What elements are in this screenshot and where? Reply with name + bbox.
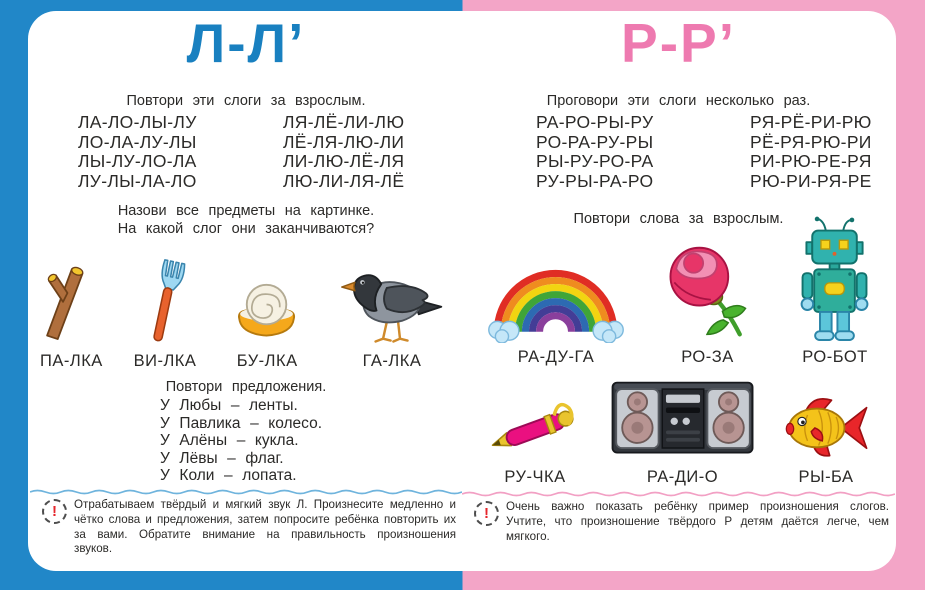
picture-caption: РО-БОТ (802, 348, 868, 366)
page-title-right: Р-Р’ (621, 12, 736, 74)
pictures-task-left (30, 202, 462, 238)
jackdaw-icon (338, 259, 446, 347)
page-left (30, 11, 462, 571)
syllable-line: РИ-РЮ-РЕ-РЯ (750, 151, 872, 171)
picture-caption: ВИ-ЛКА (133, 352, 197, 370)
figure-ryba (779, 391, 873, 487)
figure-palka (40, 255, 103, 371)
syllable-line: ЛЮ-ЛИ-ЛЯ-ЛЁ (283, 170, 405, 191)
syllable-line: ЛЫ-ЛУ-ЛО-ЛА (78, 151, 197, 171)
parent-note-left (30, 498, 462, 557)
alert-icon: ! (474, 501, 499, 526)
pictures-row-left (30, 237, 462, 371)
syllable-table-right (462, 113, 895, 191)
fork-icon (137, 255, 193, 347)
parent-note-text-left: Отрабатываем твёрдый и мягкий звук Л. Произнесите медленно и чётко слова и предложения, затем попросите ребёнка повторить их за вами. Обратите внимание на правильность произношения звуков. (74, 498, 456, 556)
words-task-right: Повтори слова за взрослым. (573, 211, 784, 227)
sentence-line: У Алёны – кукла. (160, 432, 299, 450)
stick-icon (40, 255, 102, 347)
picture-caption: РЫ-БА (798, 468, 854, 486)
picture-caption: РА-ДИ-О (646, 468, 719, 486)
picture-caption: БУ-ЛКА (236, 352, 298, 370)
pictures-task-line1: Назови все предметы на картинке. (117, 203, 375, 219)
figure-roza (655, 242, 761, 367)
syllables-instruction-left: Повтори эти слоги за взрослым. (126, 93, 366, 109)
figure-ruchka (484, 393, 586, 487)
picture-caption: ПА-ЛКА (40, 352, 103, 370)
picture-caption: РУ-ЧКА (504, 468, 566, 486)
pictures-row1-right (462, 217, 895, 367)
figure-vilka (134, 255, 197, 371)
syllable-line: ЛЯ-ЛЁ-ЛИ-ЛЮ (283, 112, 405, 132)
figure-raduga (486, 249, 626, 367)
sentence-line: У Лёвы – флаг. (160, 449, 284, 467)
pictures-task-line2: На какой слог они заканчиваются? (117, 221, 375, 237)
bun-icon (227, 279, 307, 347)
rainbow-icon (486, 249, 626, 343)
syllable-line: РУ-РЫ-РА-РО (536, 170, 654, 191)
picture-caption: РА-ДУ-ГА (517, 348, 595, 366)
parent-note-text-right: Очень важно показать ребёнку пример произношения слогов. Учтите, что произношение твёрдого Р детям даётся легче, чем мягкого. (506, 500, 889, 543)
figure-radio (607, 375, 759, 487)
syllable-line: РЁ-РЯ-РЮ-РИ (750, 131, 872, 152)
figure-galka (338, 259, 446, 371)
syllable-line: РО-РА-РУ-РЫ (536, 131, 654, 152)
syllable-column-hard (536, 113, 750, 191)
wavy-divider-right (462, 490, 895, 497)
picture-caption: ГА-ЛКА (362, 352, 422, 370)
syllable-line: РЮ-РИ-РЯ-РЕ (750, 170, 872, 191)
syllable-line: ЛА-ЛО-ЛЫ-ЛУ (78, 112, 197, 132)
page-right (462, 11, 895, 571)
page-title-left: Л-Л’ (186, 12, 306, 74)
syllable-column-hard (78, 113, 283, 191)
stereo-icon (607, 375, 759, 463)
syllable-line: ЛИ-ЛЮ-ЛЁ-ЛЯ (283, 151, 405, 171)
fish-icon (779, 391, 873, 463)
syllable-line: РЫ-РУ-РО-РА (536, 151, 654, 171)
sentence-line: У Павлика – колесо. (160, 414, 323, 432)
syllable-line: РЯ-РЁ-РИ-РЮ (750, 112, 872, 132)
syllable-table-left (30, 113, 462, 191)
syllable-line: ЛУ-ЛЫ-ЛА-ЛО (78, 170, 197, 191)
robot-icon (789, 215, 881, 343)
syllable-line: РА-РО-РЫ-РУ (536, 112, 654, 132)
pen-icon (484, 393, 586, 463)
syllable-line: ЛЁ-ЛЯ-ЛЮ-ЛИ (283, 131, 405, 152)
figure-bulka (227, 279, 307, 371)
figure-robot (789, 215, 881, 367)
syllable-column-soft (750, 113, 872, 191)
rose-icon (655, 242, 761, 343)
syllable-column-soft (283, 113, 404, 191)
syllables-instruction-right: Проговори эти слоги несколько раз. (546, 93, 811, 109)
parent-note-right (462, 500, 895, 544)
sentence-list-left (160, 397, 462, 485)
sentences-task-left: Повтори предложения. (165, 379, 327, 395)
alert-icon: ! (42, 499, 67, 524)
sentence-line: У Любы – ленты. (160, 397, 298, 414)
sentence-line: У Коли – лопата. (160, 467, 297, 485)
pictures-row2-right (462, 379, 895, 487)
wavy-divider-left (30, 488, 462, 495)
syllable-line: ЛО-ЛА-ЛУ-ЛЫ (78, 131, 197, 152)
picture-caption: РО-ЗА (681, 348, 734, 366)
